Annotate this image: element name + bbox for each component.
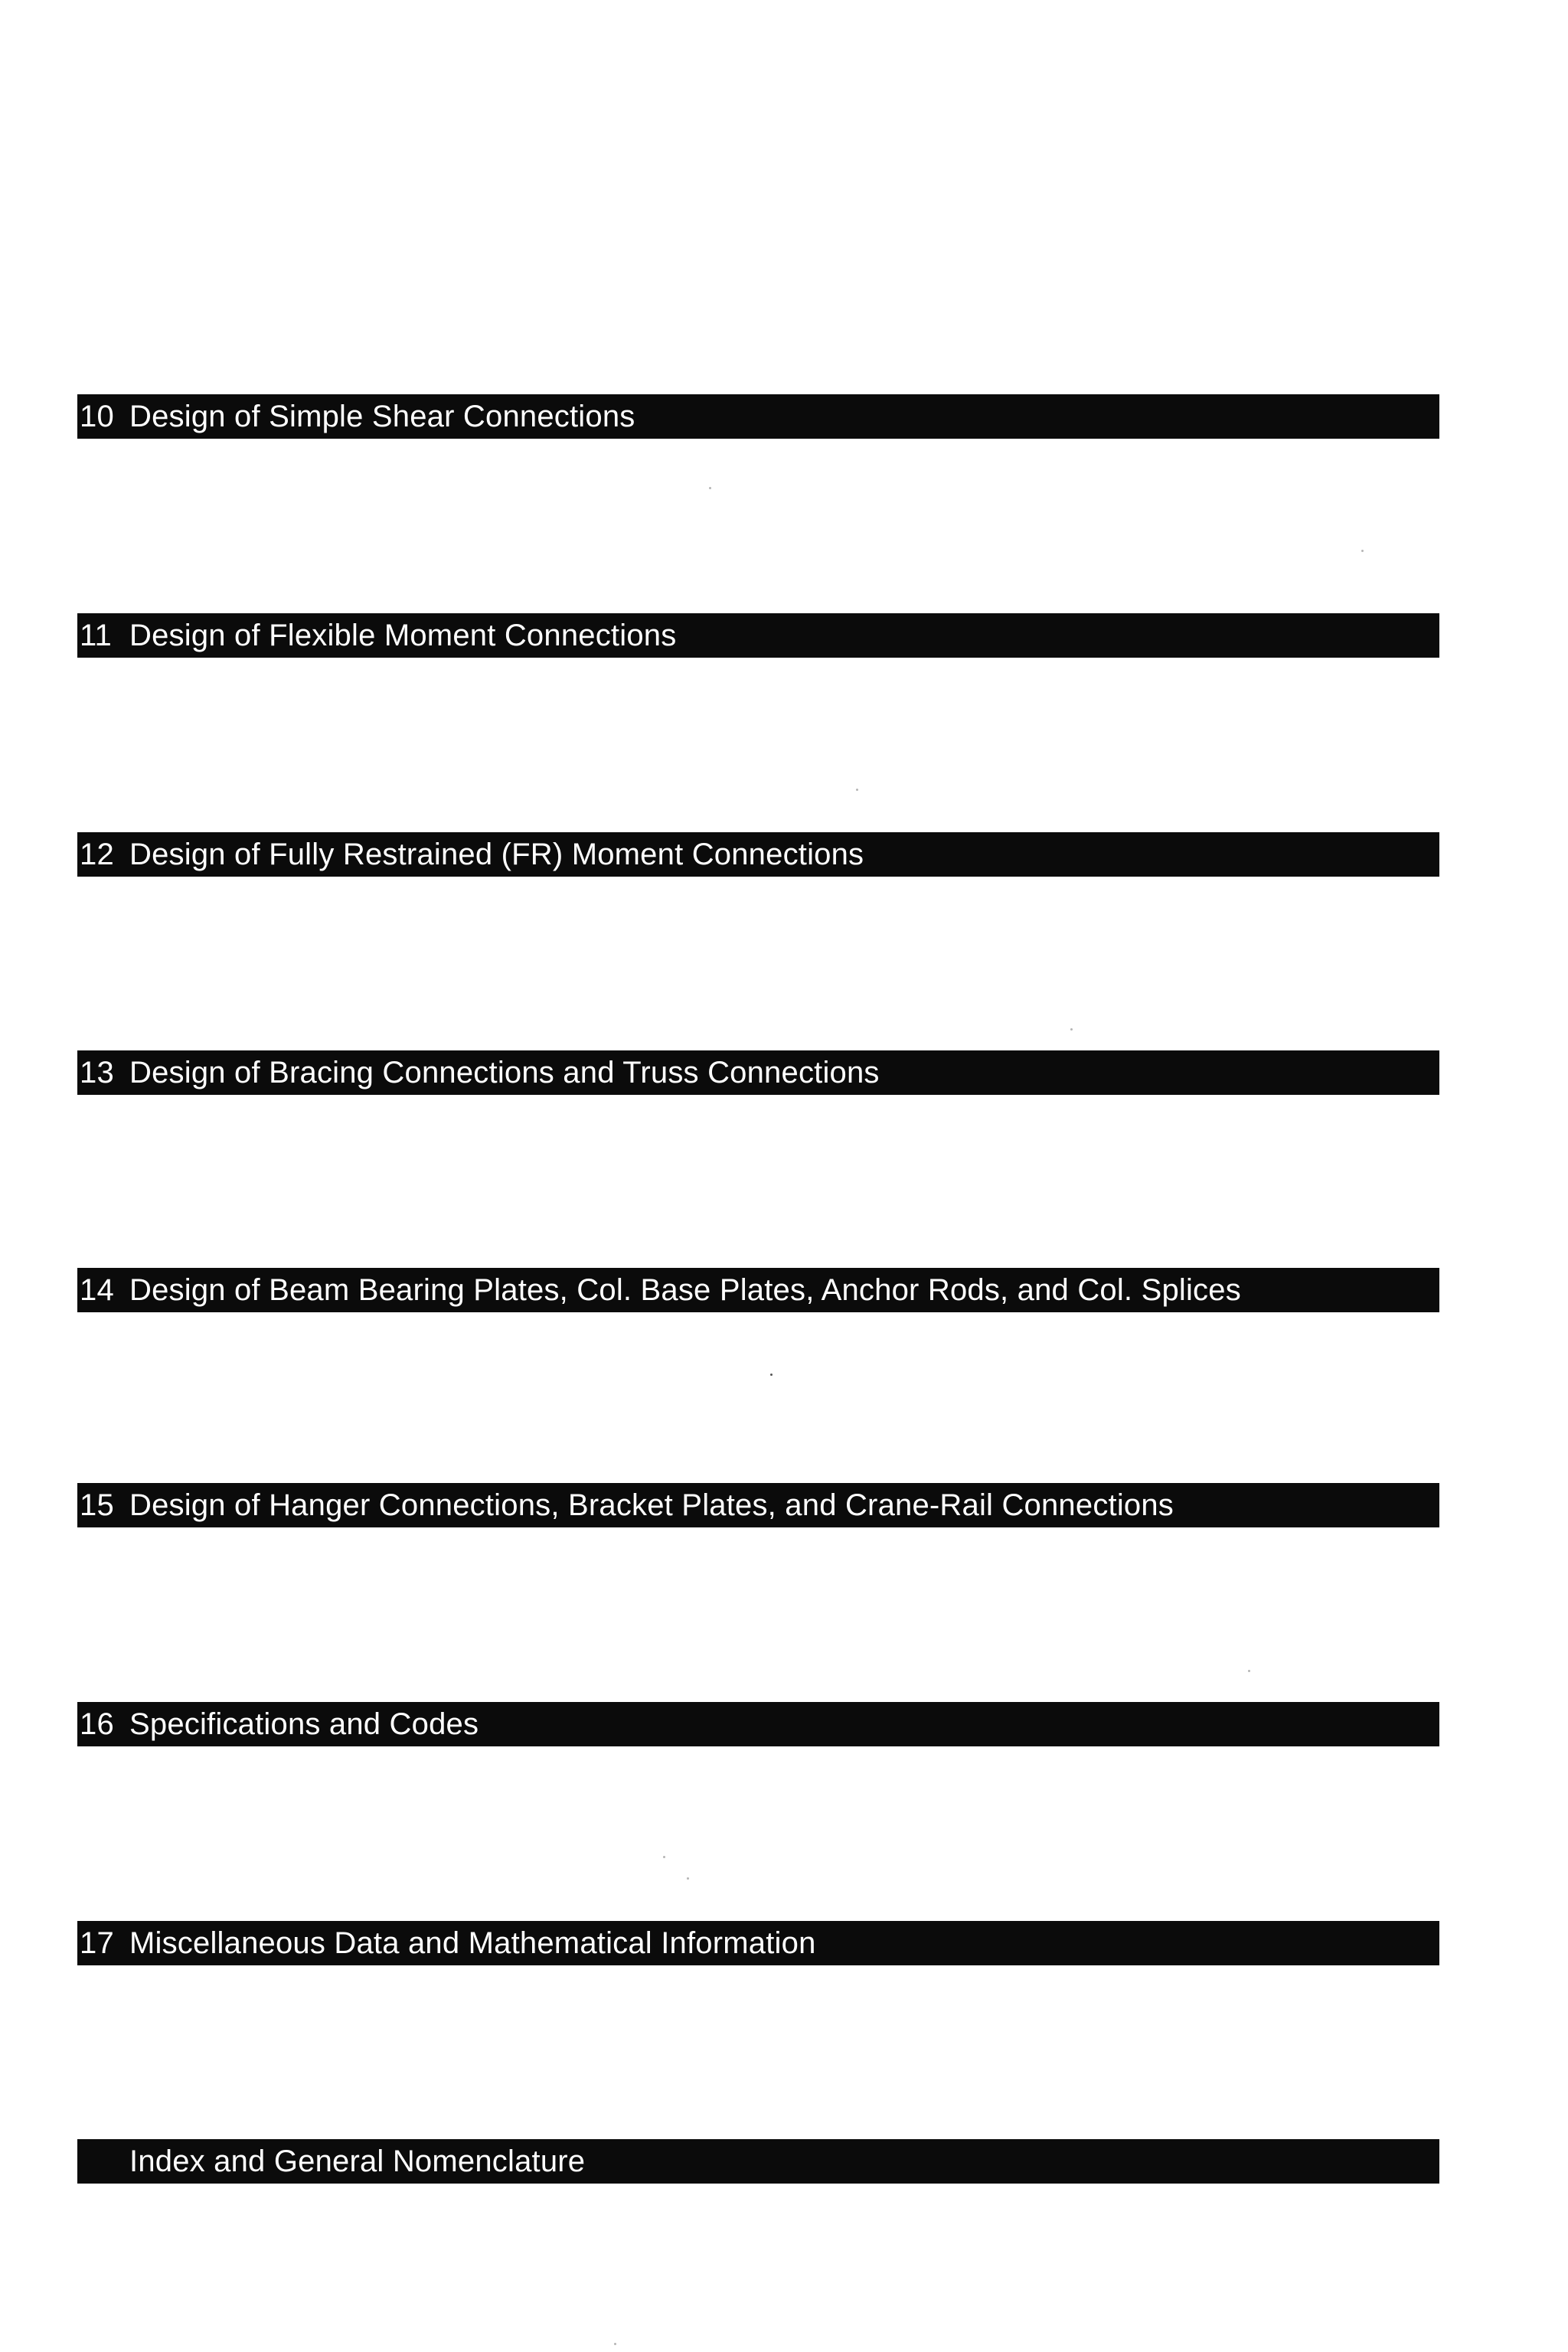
- section-tab-16[interactable]: [77, 1702, 1439, 1746]
- section-title: Miscellaneous Data and Mathematical Information: [129, 1926, 816, 1960]
- section-tab-15[interactable]: [77, 1483, 1439, 1527]
- section-title: Design of Hanger Connections, Bracket Plates, and Crane-Rail Connections: [129, 1488, 1174, 1522]
- section-tab-13[interactable]: [77, 1050, 1439, 1095]
- scan-speck: [770, 1374, 773, 1376]
- scan-speck: [1070, 1028, 1073, 1031]
- section-title: Specifications and Codes: [129, 1707, 479, 1741]
- scan-speck: [614, 2343, 616, 2345]
- section-title: Index and General Nomenclature: [129, 2145, 586, 2178]
- section-tab-12[interactable]: [77, 832, 1439, 877]
- scan-speck: [1361, 550, 1364, 552]
- section-title: Design of Beam Bearing Plates, Col. Base Plates, Anchor Rods, and Col. Splices: [129, 1273, 1241, 1307]
- scan-speck: [1248, 1670, 1250, 1672]
- section-number: 14: [80, 1273, 114, 1307]
- section-title: Design of Flexible Moment Connections: [129, 619, 677, 652]
- section-number: 10: [80, 400, 114, 433]
- scan-speck: [663, 1856, 665, 1858]
- section-number: 17: [80, 1926, 114, 1960]
- section-title: Design of Bracing Connections and Truss Connections: [129, 1056, 880, 1089]
- section-number: 11: [80, 619, 112, 652]
- section-tab-14[interactable]: [77, 1268, 1439, 1312]
- section-title: Design of Fully Restrained (FR) Moment Connections: [129, 838, 864, 871]
- section-number: 15: [80, 1488, 114, 1522]
- section-number: 16: [80, 1707, 114, 1741]
- section-number: 13: [80, 1056, 114, 1089]
- scan-speck: [709, 487, 711, 489]
- section-title: Design of Simple Shear Connections: [129, 400, 635, 433]
- section-tab-index[interactable]: [77, 2139, 1439, 2184]
- section-tab-17[interactable]: [77, 1921, 1439, 1965]
- scan-speck: [687, 1877, 689, 1880]
- section-number: 12: [80, 838, 114, 871]
- section-tab-10[interactable]: [77, 394, 1439, 439]
- section-tab-11[interactable]: [77, 613, 1439, 658]
- scan-speck: [856, 789, 858, 791]
